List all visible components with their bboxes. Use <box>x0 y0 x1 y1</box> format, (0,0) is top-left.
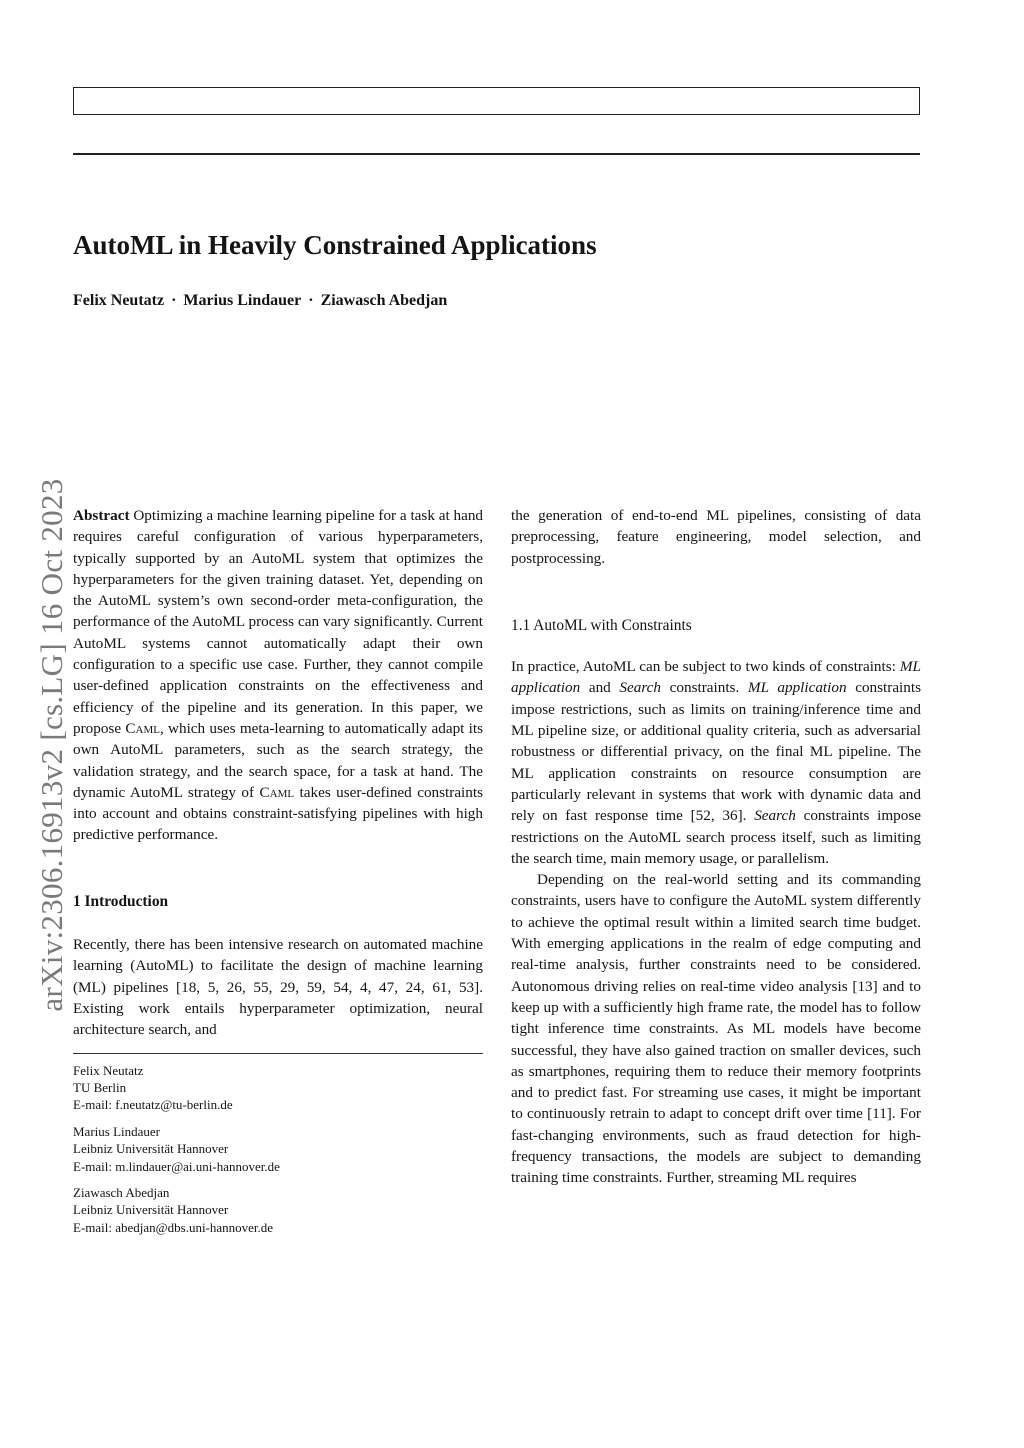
abstract-label: Abstract <box>73 507 130 524</box>
author-2: Marius Lindauer <box>183 292 302 309</box>
right-column <box>511 505 921 1189</box>
email-address: E-mail: abedjan@dbs.uni-hannover.de <box>73 1219 274 1235</box>
caml-name: Caml <box>259 783 295 801</box>
author-1: Felix Neutatz <box>73 292 165 309</box>
left-column <box>73 505 483 1245</box>
author-3: Ziawasch Abedjan <box>320 292 448 309</box>
email-address: E-mail: f.neutatz@tu-berlin.de <box>73 1097 233 1113</box>
running-header-box <box>73 87 920 115</box>
constraints-paragraph-2: Depending on the real-world setting and its commanding constraints, users have to configure the AutoML system differently to achieve the optimal result within a limited search time budget. With emerging applications in the realm of edge computing and real-time analysis, further constraints need to be considered. Autonomous driving relies on real-time video analysis [13] and to keep up with a sufficiently high frame rate, the model has to follow tight inference time constraints. As ML models have become successful, they have also gained traction on smaller devices, such as smartphones, requiring them to reduce their memory footprints and to predict fast. For streaming use cases, it might be important to continuously retrain to adapt to concept drift over time [11]. For fast-changing environments, such as fraud detection for high-frequency transactions, the models are subject to demanding training time constraints. Further, streaming ML requires <box>511 871 921 1187</box>
abstract: Abstract Optimizing a machine learning pipeline for a task at hand requires careful configuration of various hyperparameters, typically supported by an AutoML system that optimizes the hyperparameters for the given training dataset. Yet, depending on the AutoML system’s own second-order meta-configuration, the performance of the AutoML process can vary significantly. Current AutoML systems cannot automatically adapt their own configuration to a specific use case. Further, they cannot compile user-defined application constraints on the effectiveness and efficiency of the pipeline and its generation. In this paper, we propose Caml, which uses meta-learning to automatically adapt its own AutoML parameters, such as the search strategy, the validation strategy, and the search space, for a task at hand. The dynamic AutoML strategy of Caml takes user-defined constraints into account and obtains constraint-satisfying pipelines with high predictive performance. <box>73 507 484 844</box>
author-separator: · <box>171 292 177 309</box>
footnote-rule <box>73 1053 483 1054</box>
author-footnote: Felix Neutatz TU Berlin E-mail: f.neutatz@tu-berlin.de <box>73 1062 483 1114</box>
paper-title: AutoML in Heavily Constrained Applications <box>73 230 597 260</box>
intro-paragraph: Recently, there has been intensive research on automated machine learning (AutoML) to facilitate the design of machine learning (ML) pipelines [18, 5, 26, 55, 29, 59, 54, 4, 47, 24, 61, 53]. Existing work entails hyperparameter optimization, neural architecture search, and <box>73 936 483 1039</box>
subsection-heading-automl-constraints: 1.1 AutoML with Constraints <box>511 616 692 634</box>
author-list <box>73 292 447 310</box>
caml-name: Caml <box>125 719 160 737</box>
constraints-paragraph: In practice, AutoML can be subject to two kinds of constraints: ML application and Search constraints. ML application constraints impose restrictions, such as limits on training/inference time and ML pipeline size, or additional quality criteria, such as adversarial robustness or differential privacy, on the final ML pipeline. The ML application constraints on resource consumption are particularly relevant in systems that work with dynamic data and rely on fast response time [52, 36]. Search constraints impose restrictions on the AutoML search process itself, such as limiting the search time, main memory usage, or parallelism. <box>511 658 922 867</box>
header-rule <box>73 153 920 155</box>
intro-paragraph-continued: the generation of end-to-end ML pipelines, consisting of data preprocessing, feature engineering, model selection, and postprocessing. <box>511 507 921 567</box>
author-footnotes <box>73 1062 483 1237</box>
section-heading-introduction: 1 Introduction <box>73 892 169 910</box>
author-footnote: Ziawasch Abedjan Leibniz Universität Hannover E-mail: abedjan@dbs.uni-hannover.de <box>73 1184 483 1236</box>
author-separator: · <box>308 292 314 309</box>
email-address: E-mail: m.lindauer@ai.uni-hannover.de <box>73 1158 280 1174</box>
arxiv-identifier: arXiv:2306.16913v2 [cs.LG] 16 Oct 2023 <box>34 478 69 1012</box>
author-footnote: Marius Lindauer Leibniz Universität Hannover E-mail: m.lindauer@ai.uni-hannover.de <box>73 1123 483 1175</box>
